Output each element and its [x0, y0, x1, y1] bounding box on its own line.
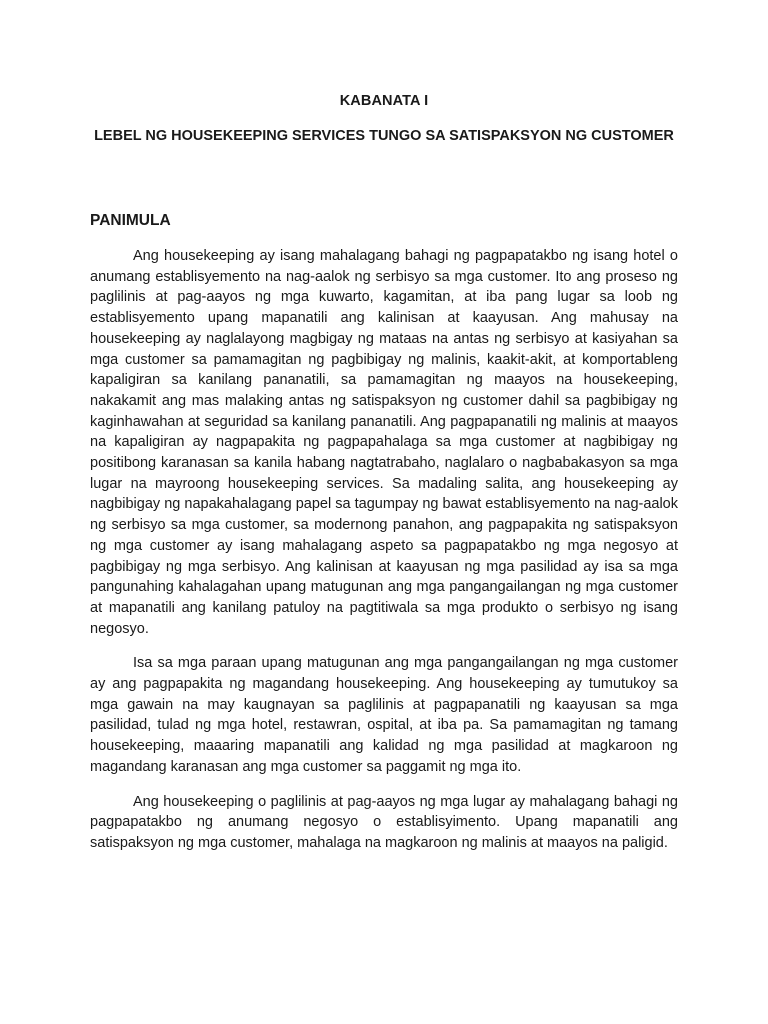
- chapter-label: KABANATA I: [339, 93, 429, 109]
- paragraph-2: Isa sa mga paraan upang matugunan ang mga pangangailangan ng mga customer ay ang pagpapakita ng magandang housekeeping. Ang housekeeping ay tumutukoy sa mga gawain na may kaugnayan sa paglilinis at pagpapanatili ng kaayusan sa mga pasilidad, tulad ng mga hotel, restawran, ospital, at iba pa. Sa pamamagitan ng tamang housekeeping, maaaring mapanatili ang kalidad ng mga pasilidad at magkaroon ng magandang karanasan ang mga customer sa paggamit ng mga ito.: [90, 655, 678, 775]
- paragraph-1: Ang housekeeping ay isang mahalagang bahagi ng pagpapatakbo ng isang hotel o anumang establisyemento na nag-aalok ng serbisyo sa mga customer. Ito ang proseso ng paglilinis at pag-aayos ng mga kuwarto, kagamitan, at iba pang lugar sa loob ng establisyemento upang mapanatili ang kalinisan at kaayusan. Ang mahusay na housekeeping ay naglalayong magbigay ng mataas na antas ng serbisyo at kasiyahan sa mga customer sa pamamagitan ng pagbibigay ng malinis, kaakit-akit, at komportableng kapaligiran sa kanilang pananatili, sa pamamagitan ng maayos na housekeeping, nakakamit ang mas malaking antas ng satispaksyon ng customer dahil sa pagbibigay ng kaginhawahan at seguridad sa kanilang pananatili. Ang pagpapanatili ng malinis at maayos na kapaligiran ay nagpapakita ng pagpapahalaga sa mga customer at nagbibigay ng positibong karanasan sa kanila habang nagtatrabaho, naglalaro o nagbabakasyon sa mga lugar na mayroong housekeeping services. Sa madaling salita, ang housekeeping ay nagbibigay ng napakahalagang papel sa tagumpay ng bawat establisyemento na nag-aalok ng serbisyo sa mga customer, sa modernong panahon, ang pagpapakita ng satispaksyon ng mga customer ay isang mahalagang aspeto sa pagpapatakbo ng mga negosyo at pagbibigay ng mga serbisyo. Ang kalinisan at kaayusan ng mga pasilidad ay isa sa mga pangunahing kahalagahan upang matugunan ang mga pangangailangan ng mga customer at mapanatili ang kanilang patuloy na pagtitiwala sa mga produkto o serbisyo ng isang negosyo.: [90, 248, 678, 637]
- paragraph-3: Ang housekeeping o paglilinis at pag-aayos ng mga lugar ay mahalagang bahagi ng pagpapatakbo ng anumang negosyo o establisyimento. Upang mapanatili ang satispaksyon ng mga customer, mahalaga na magkaroon ng malinis at maayos na paligid.: [90, 793, 678, 851]
- document-body: [90, 246, 678, 868]
- section-heading: PANIMULA: [90, 212, 171, 229]
- document-title: LEBEL NG HOUSEKEEPING SERVICES TUNGO SA SATISPAKSYON NG CUSTOMER: [94, 128, 674, 144]
